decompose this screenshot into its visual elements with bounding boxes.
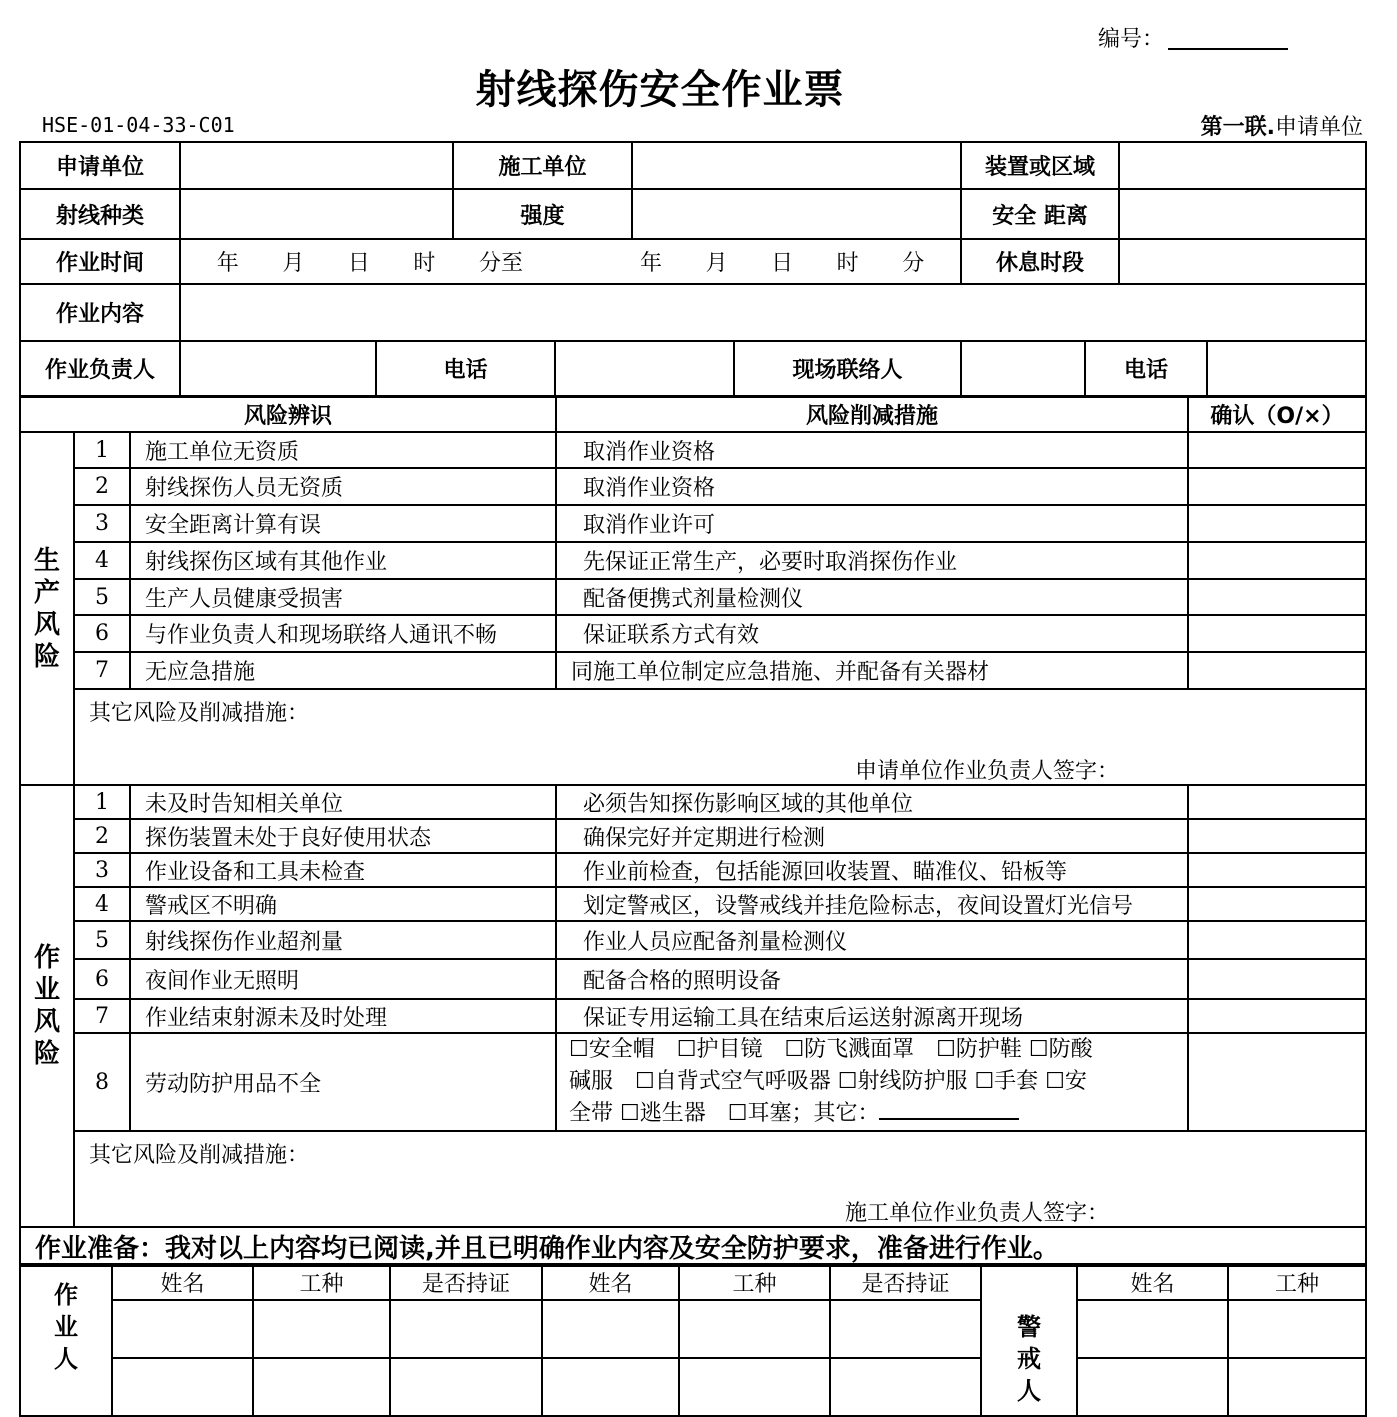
time-unit: 分 [902,251,925,276]
risk-text: 警戒区不明确 [130,887,556,921]
copy-number: 第一联. [1200,115,1275,140]
copy-recipient: 申请单位 [1274,115,1363,140]
rest-period-label: 休息时段 [961,239,1119,284]
guard-cell[interactable] [1077,1300,1228,1358]
copy-indicator [1201,110,1363,141]
risk-number: 5 [74,921,130,959]
time-unit: 日 [347,251,370,276]
site-contact-label: 现场联络人 [734,341,961,396]
production-other-risk[interactable] [74,689,1366,785]
time-unit: 分至 [478,251,523,276]
risk-measures-header: 风险削减措施 [556,397,1188,432]
phone2-label: 电话 [1085,341,1207,396]
safe-distance-label: 安全 距离 [961,189,1119,239]
risk-table [19,396,1367,1267]
personnel-cell[interactable] [542,1358,679,1416]
applicant-sign-label: 申请单位作业负责人签字： [855,759,1120,784]
personnel-cell[interactable] [830,1300,981,1358]
risk-number: 6 [74,959,130,999]
measure-text: 划定警戒区，设警戒线并挂危险标志，夜间设置灯光信号 [556,887,1188,921]
ppe-line-last [569,1098,1181,1130]
intensity-field[interactable] [632,189,961,239]
measure-text: 确保完好并定期进行检测 [556,819,1188,853]
risk-number: 3 [74,853,130,887]
construction-unit-label: 施工单位 [453,142,632,189]
work-leader-label: 作业负责人 [20,341,180,396]
phone-label: 电话 [376,341,555,396]
guard-label: 警 戒 人 [981,1264,1077,1416]
confirm-cell[interactable] [1188,432,1366,468]
col-trade: 工种 [679,1264,830,1300]
device-area-label: 装置或区域 [961,142,1119,189]
phone-field[interactable] [555,341,734,396]
work-risk-label: 作 业 风 险 [20,785,74,1227]
production-risk-label: 生 产 风 险 [20,432,74,785]
spacer [567,246,597,277]
risk-number: 1 [74,432,130,468]
risk-text: 射线探伤作业超剂量 [130,921,556,959]
measure-text: 配备合格的照明设备 [556,959,1188,999]
risk-text: 射线探伤人员无资质 [130,468,556,505]
guard-cell[interactable] [1228,1300,1366,1358]
measure-text: 配备便携式剂量检测仪 [556,579,1188,615]
col-certified: 是否持证 [390,1264,542,1300]
guard-col-name: 姓名 [1077,1264,1228,1300]
time-unit: 月 [282,251,305,276]
time-unit: 月 [705,251,728,276]
risk-number: 7 [74,999,130,1033]
intensity-label: 强度 [453,189,632,239]
risk-identify-header: 风险辨识 [20,397,556,432]
ppe-other-field[interactable] [879,1100,1019,1120]
ppe-checklist[interactable] [556,1033,1188,1131]
form-code: HSE-01-04-33-C01 [42,113,235,137]
risk-number: 5 [74,579,130,615]
measure-text: 保证专用运输工具在结束后运送射源离开现场 [556,999,1188,1033]
risk-number: 7 [74,652,130,689]
risk-text: 安全距离计算有误 [130,505,556,542]
confirm-cell[interactable] [1188,959,1366,999]
time-unit: 时 [836,251,859,276]
confirm-cell[interactable] [1188,615,1366,652]
confirm-cell[interactable] [1188,999,1366,1033]
measure-text: 同施工单位制定应急措施、并配备有关器材 [556,652,1188,689]
ray-type-label: 射线种类 [20,189,180,239]
guard-cell[interactable] [1228,1358,1366,1416]
ppe-line[interactable]: 全带 ☐逃生器 ☐耳塞；其它： [569,1101,880,1126]
work-time-units [181,246,960,277]
confirm-cell[interactable] [1188,468,1366,505]
device-area-field[interactable] [1119,142,1366,189]
personnel-cell[interactable] [390,1300,542,1358]
confirm-cell[interactable] [1188,785,1366,819]
site-contact-field[interactable] [961,341,1085,396]
personnel-cell[interactable] [679,1300,830,1358]
risk-text: 无应急措施 [130,652,556,689]
risk-number: 3 [74,505,130,542]
declaration: 作业准备：我对以上内容均已阅读,并且已明确作业内容及安全防护要求，准备进行作业。 [20,1227,1366,1266]
work-content-field[interactable] [180,284,1366,341]
risk-number: 4 [74,542,130,579]
work-other-risk[interactable] [74,1131,1366,1227]
measure-text: 取消作业许可 [556,505,1188,542]
risk-number: 6 [74,615,130,652]
applicant-unit-field[interactable] [180,142,453,189]
guard-col-trade: 工种 [1228,1264,1366,1300]
phone2-field[interactable] [1207,341,1366,396]
construction-unit-field[interactable] [632,142,961,189]
risk-number: 2 [74,468,130,505]
personnel-cell[interactable] [112,1300,253,1358]
serial-number-field[interactable] [1168,48,1288,50]
measure-text: 取消作业资格 [556,468,1188,505]
personnel-cell[interactable] [830,1358,981,1416]
construction-sign-label: 施工单位作业负责人签字： [845,1201,1110,1226]
risk-number: 4 [74,887,130,921]
work-content-label: 作业内容 [20,284,180,341]
personnel-cell[interactable] [390,1358,542,1416]
risk-text: 施工单位无资质 [130,432,556,468]
risk-text: 与作业负责人和现场联络人通讯不畅 [130,615,556,652]
other-risk-label: 其它风险及削减措施： [89,701,310,726]
risk-number: 1 [74,785,130,819]
rest-period-field[interactable] [1119,239,1366,284]
confirm-cell[interactable] [1188,505,1366,542]
time-unit: 日 [771,251,794,276]
measure-text: 作业人员应配备剂量检测仪 [556,921,1188,959]
risk-text: 夜间作业无照明 [130,959,556,999]
ppe-line[interactable]: 碱服 ☐自背式空气呼吸器 ☐射线防护服 ☐手套 ☐安 [569,1069,1087,1094]
applicant-unit-label: 申请单位 [20,142,180,189]
risk-text: 探伤装置未处于良好使用状态 [130,819,556,853]
measure-text: 先保证正常生产，必要时取消探伤作业 [556,542,1188,579]
work-time-label: 作业时间 [20,239,180,284]
personnel-cell[interactable] [253,1358,390,1416]
ray-type-field[interactable] [180,189,453,239]
serial-number-label: 编号： [1098,27,1165,52]
personnel-cell[interactable] [253,1300,390,1358]
page-title: 射线探伤安全作业票 [475,67,845,113]
work-leader-field[interactable] [180,341,376,396]
risk-text: 未及时告知相关单位 [130,785,556,819]
col-name: 姓名 [112,1264,253,1300]
other-risk-label: 其它风险及削减措施： [89,1143,310,1168]
risk-text: 作业结束射源未及时处理 [130,999,556,1033]
time-unit: 年 [216,251,239,276]
measure-text: 作业前检查，包括能源回收装置、瞄准仪、铅板等 [556,853,1188,887]
safe-distance-field[interactable] [1119,189,1366,239]
confirm-header: 确认（O/×） [1188,397,1366,432]
risk-text: 射线探伤区域有其他作业 [130,542,556,579]
col-trade: 工种 [253,1264,390,1300]
confirm-cell[interactable] [1188,887,1366,921]
confirm-cell[interactable] [1188,819,1366,853]
measure-text: 保证联系方式有效 [556,615,1188,652]
risk-number: 8 [74,1033,130,1131]
confirm-cell[interactable] [1188,652,1366,689]
personnel-cell[interactable] [542,1300,679,1358]
time-unit: 年 [640,251,663,276]
confirm-cell[interactable] [1188,1033,1366,1131]
info-table [19,141,1367,397]
personnel-table [19,1263,1367,1417]
work-time-field[interactable] [180,239,961,284]
worker-label: 作 业 人 [20,1264,112,1416]
confirm-cell[interactable] [1188,542,1366,579]
confirm-cell[interactable] [1188,921,1366,959]
col-name: 姓名 [542,1264,679,1300]
confirm-cell[interactable] [1188,853,1366,887]
personnel-cell[interactable] [679,1358,830,1416]
measure-text: 取消作业资格 [556,432,1188,468]
ppe-line[interactable]: ☐安全帽 ☐护目镜 ☐防飞溅面罩 ☐防护鞋 ☐防酸 [569,1037,1093,1062]
col-certified: 是否持证 [830,1264,981,1300]
risk-text: 作业设备和工具未检查 [130,853,556,887]
personnel-cell[interactable] [112,1358,253,1416]
measure-text: 必须告知探伤影响区域的其他单位 [556,785,1188,819]
risk-text: 生产人员健康受损害 [130,579,556,615]
risk-text: 劳动防护用品不全 [130,1033,556,1131]
confirm-cell[interactable] [1188,579,1366,615]
time-unit: 时 [413,251,436,276]
risk-number: 2 [74,819,130,853]
guard-cell[interactable] [1077,1358,1228,1416]
